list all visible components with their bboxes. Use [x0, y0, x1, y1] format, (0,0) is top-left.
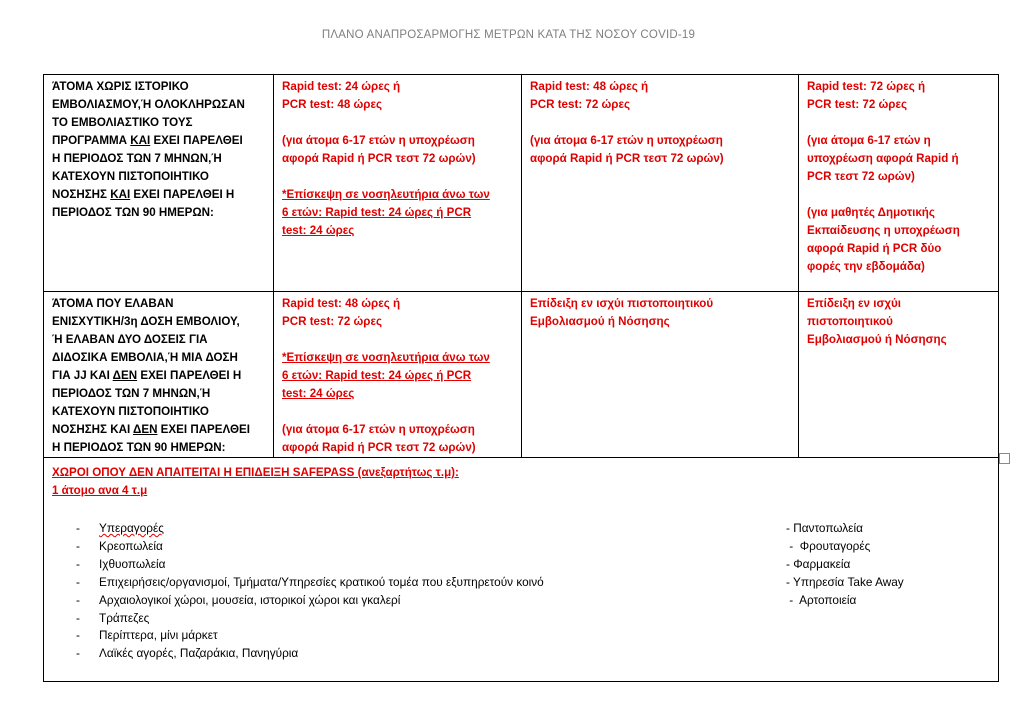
group-line: ΆΤΟΜΑ ΠΟΥ ΕΛΑΒΑΝ: [52, 297, 174, 310]
rule-line: Εμβολιασμού ή Νόσησης: [807, 333, 947, 346]
age-note: (για άτομα 6-17 ετών η υποχρέωση: [530, 134, 723, 147]
rule-cell: [274, 75, 522, 292]
list-item-label: Ιχθυοπωλεία: [99, 556, 166, 571]
group-emphasis: ΔΕΝ: [112, 369, 138, 382]
list-item: [76, 520, 544, 538]
bullet-dash: -: [76, 628, 80, 643]
list-item-label: Αρχαιολογικοί χώροι, μουσεία, ιστορικοί χώροι και γκαλερί: [99, 592, 401, 607]
rule-line: PCR test: 72 ώρες: [530, 98, 631, 111]
page-title: ΠΛΑΝΟ ΑΝΑΠΡΟΣΑΡΜΟΓΗΣ ΜΕΤΡΩΝ ΚΑΤΑ ΤΗΣ ΝΟΣΟΥ COVID-19: [321, 29, 696, 41]
list-item: [76, 556, 544, 574]
group-line: Η ΠΕΡΙΟΔΟΣ ΤΩΝ 7 ΜΗΝΩΝ,Ή: [52, 152, 222, 165]
bullet-dash: -: [76, 538, 80, 553]
venue-list-right: [786, 520, 904, 610]
group-line: ΕΧΕΙ ΠΑΡΕΛΘΕΙ Η: [137, 369, 242, 382]
hospital-visit-note: test: 24 ώρες: [282, 224, 355, 237]
hospital-visit-note: test: 24 ώρες: [282, 387, 355, 400]
rule-cell: [522, 75, 799, 292]
pupil-note: Εκπαίδευσης η υποχρέωση: [807, 224, 960, 237]
rule-line: Επίδειξη εν ισχύι πιστοποιητικού: [530, 297, 714, 310]
rule-line: Rapid test: 72 ώρες ή: [807, 80, 926, 93]
hospital-visit-note: 6 ετών: Rapid test: 24 ώρες ή PCR: [282, 369, 472, 382]
rule-line: Επίδειξη εν ισχύι: [807, 297, 902, 310]
age-note: αφορά Rapid ή PCR τεστ 72 ωρών): [282, 152, 476, 165]
group-emphasis: ΔΕΝ: [133, 423, 158, 436]
rule-cell: [522, 292, 799, 458]
group-line: ΝΟΣΗΣΗΣ ΚΑΙ: [52, 423, 133, 436]
list-item: [76, 592, 544, 610]
rule-cell: [799, 75, 999, 292]
group-cell: [44, 75, 274, 292]
bullet-dash: -: [76, 646, 80, 661]
measures-table: [43, 74, 999, 682]
rule-line: Rapid test: 48 ώρες ή: [530, 80, 649, 93]
age-note: αφορά Rapid ή PCR τεστ 72 ωρών): [282, 441, 476, 454]
list-item: [76, 538, 544, 556]
group-line: ΠΡΟΓΡΑΜΜΑ: [52, 134, 131, 147]
rule-line: PCR test: 72 ώρες: [807, 98, 908, 111]
list-item-label: Επιχειρήσεις/οργανισμοί, Τμήματα/Υπηρεσίες κρατικού τομέα που εξυπηρετούν κοινό: [99, 574, 544, 589]
group-line: Η ΠΕΡΙΟΔΟΣ ΤΩΝ 90 ΗΜΕΡΩΝ:: [52, 441, 226, 454]
group-line: ΕΝΙΣΧΥΤΙΚΗ/3η ΔΟΣΗ ΕΜΒΟΛΙΟΥ,: [52, 315, 240, 328]
group-emphasis: ΚΑΙ: [130, 134, 151, 147]
pupil-note: (για μαθητές Δημοτικής: [807, 206, 935, 219]
group-line: ΝΟΣΗΣΗΣ: [52, 188, 111, 201]
age-note: υποχρέωση αφορά Rapid ή: [807, 152, 959, 165]
group-line: ΚΑΤΕΧΟΥΝ ΠΙΣΤΟΠΟΙΗΤΙΚΟ: [52, 170, 209, 183]
rule-cell: [799, 292, 999, 458]
list-item-label: Λαϊκές αγορές, Παζαράκια, Πανηγύρια: [99, 646, 299, 661]
list-item: - Αρτοποιεία: [786, 592, 857, 607]
group-cell: [44, 292, 274, 458]
group-emphasis: ΚΑΙ: [110, 188, 131, 201]
group-line: Ή ΕΛΑΒΑΝ ΔΥΟ ΔΟΣΕΙΣ ΓΙΑ: [52, 333, 208, 346]
rule-line: Εμβολιασμού ή Νόσησης: [530, 315, 670, 328]
group-line: ΓΙΑ JJ ΚΑΙ: [52, 369, 113, 382]
group-line: ΕΧΕΙ ΠΑΡΕΛΘΕΙ: [150, 134, 243, 147]
bullet-dash: -: [76, 521, 80, 535]
list-item: - Υπηρεσία Take Away: [786, 574, 904, 589]
list-item: - Φαρμακεία: [786, 556, 851, 571]
rule-cell: [274, 292, 522, 458]
table-row: [44, 458, 999, 682]
table-row: [44, 292, 999, 458]
list-item: [76, 645, 544, 663]
list-item: [76, 610, 544, 628]
age-note: (για άτομα 6-17 ετών η υποχρέωση: [282, 134, 475, 147]
age-note: αφορά Rapid ή PCR τεστ 72 ωρών): [530, 152, 724, 165]
list-item: - Παντοπωλεία: [786, 521, 863, 535]
hospital-visit-note: *Επίσκεψη σε νοσηλευτήρια άνω των: [282, 188, 490, 201]
rule-line: Rapid test: 48 ώρες ή: [282, 297, 401, 310]
group-line: ΕΜΒΟΛΙΑΣΜΟΥ,Ή ΟΛΟΚΛΗΡΩΣΑΝ: [52, 98, 245, 111]
pupil-note: αφορά Rapid ή PCR δύο: [807, 242, 942, 255]
group-line: ΠΕΡΙΟΔΟΣ ΤΩΝ 90 ΗΜΕΡΩΝ:: [52, 206, 214, 219]
capacity-rule: 1 άτομο ανα 4 τ.μ: [52, 484, 148, 497]
safepass-title: ΧΩΡΟΙ ΟΠΟΥ ΔΕΝ ΑΠΑΙΤΕΙΤΑΙ Η ΕΠΙΔΕΙΞΗ SAFEPASS (ανεξαρτήτως τ.μ):: [52, 466, 459, 479]
hospital-visit-note: *Επίσκεψη σε νοσηλευτήρια άνω των: [282, 351, 490, 364]
safepass-cell: [44, 458, 999, 682]
hospital-visit-note: 6 ετών: Rapid test: 24 ώρες ή PCR: [282, 206, 472, 219]
list-item: - Φρουταγορές: [786, 538, 871, 553]
age-note: PCR τεστ 72 ωρών): [807, 170, 915, 183]
rule-line: πιστοποιητικού: [807, 315, 893, 328]
rule-line: PCR test: 72 ώρες: [282, 315, 383, 328]
group-line: ΆΤΟΜΑ ΧΩΡΙΣ ΙΣΤΟΡΙΚΟ: [52, 80, 189, 93]
venue-lists: [52, 520, 992, 681]
list-item-label: Υπεραγορές: [99, 521, 164, 535]
table-row: [44, 75, 999, 292]
group-line: ΔΙΔΟΣΙΚΑ ΕΜΒΟΛΙΑ,Ή ΜΙΑ ΔΟΣΗ: [52, 351, 238, 364]
age-note: (για άτομα 6-17 ετών η υποχρέωση: [282, 423, 475, 436]
group-line: ΕΧΕΙ ΠΑΡΕΛΘΕΙ Η: [130, 188, 235, 201]
group-line: ΚΑΤΕΧΟΥΝ ΠΙΣΤΟΠΟΙΗΤΙΚΟ: [52, 405, 209, 418]
bullet-dash: -: [76, 592, 80, 607]
pupil-note: φορές την εβδομάδα): [807, 260, 925, 273]
group-line: ΕΧΕΙ ΠΑΡΕΛΘΕΙ: [157, 423, 250, 436]
table-resize-handle[interactable]: [999, 453, 1010, 464]
rule-line: Rapid test: 24 ώρες ή: [282, 80, 401, 93]
list-item-label: Τράπεζες: [99, 610, 150, 625]
group-line: ΠΕΡΙΟΔΟΣ ΤΩΝ 7 ΜΗΝΩΝ,Ή: [52, 387, 211, 400]
bullet-dash: -: [76, 610, 80, 625]
list-item-label: Κρεοπωλεία: [99, 538, 163, 553]
bullet-dash: -: [76, 574, 80, 589]
venue-list-left: [76, 520, 544, 663]
rule-line: PCR test: 48 ώρες: [282, 98, 383, 111]
bullet-dash: -: [76, 556, 80, 571]
group-line: ΤΟ ΕΜΒΟΛΙΑΣΤΙΚΟ ΤΟΥΣ: [52, 116, 193, 129]
age-note: (για άτομα 6-17 ετών η: [807, 134, 931, 147]
list-item-label: Περίπτερα, μίνι μάρκετ: [99, 628, 218, 643]
list-item: [76, 627, 544, 645]
list-item: [76, 574, 544, 592]
